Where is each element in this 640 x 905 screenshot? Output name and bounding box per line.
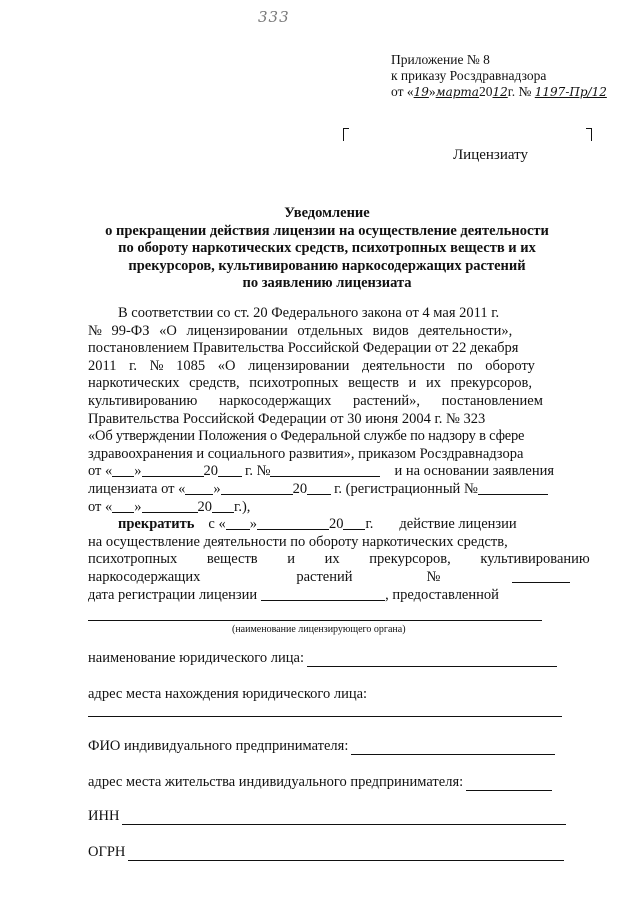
ogrn-field: ОГРН xyxy=(88,844,564,861)
body-line: № 99-ФЗ «О лицензировании отдельных видов деятельности», xyxy=(88,322,513,339)
blank-day[interactable] xyxy=(226,516,250,530)
blank-license-date[interactable] xyxy=(261,587,385,601)
licensing-body-blank[interactable] xyxy=(88,620,542,621)
ie-name-blank[interactable] xyxy=(351,740,555,755)
blank-year[interactable] xyxy=(218,463,242,477)
registration-date-line: от « » 20 г.), xyxy=(88,498,251,515)
body-line: постановлением Правительства Российской Федерации от 22 декабря xyxy=(88,340,519,357)
blank-year[interactable] xyxy=(212,499,234,513)
blank-month[interactable] xyxy=(142,499,198,513)
blank-year[interactable] xyxy=(343,516,365,530)
notice-body xyxy=(88,305,590,604)
body-line: культивированию наркосодержащих растений», постановлением xyxy=(88,392,543,409)
blank-registration-number[interactable] xyxy=(478,481,548,495)
terminate-line: прекратить с « » 20 г. действие лицензии xyxy=(118,516,517,533)
body-line: В соответствии со ст. 20 Федерального закона от 4 мая 2011 г. xyxy=(118,305,500,321)
appendix-line-1: Приложение № 8 xyxy=(391,52,490,67)
blank-month[interactable] xyxy=(221,481,293,495)
title-line: о прекращении действия лицензии на осуществление деятельности xyxy=(105,222,549,239)
blank-day[interactable] xyxy=(112,463,134,477)
document-title xyxy=(92,205,562,293)
title-line: Уведомление xyxy=(284,205,370,221)
terminate-line-3: психотропных веществ и их прекурсоров, культивированию xyxy=(88,551,590,568)
ie-address-blank[interactable] xyxy=(466,776,552,791)
address-bracket-left xyxy=(343,128,349,141)
ogrn-blank[interactable] xyxy=(128,846,564,861)
body-line: Правительства Российской Федерации от 30 июня 2004 г. № 323 xyxy=(88,410,486,427)
body-line: здравоохранения и социального развития», приказом Росздравнадзора xyxy=(88,445,524,462)
terminate-line-4: наркосодержащих растений № xyxy=(88,569,570,587)
title-line: по обороту наркотических средств, психотропных веществ и их xyxy=(118,240,536,256)
addressee: Лицензиату xyxy=(453,147,528,163)
license-date-line: дата регистрации лицензии , предоставленной xyxy=(88,586,499,603)
blank-year[interactable] xyxy=(307,481,331,495)
body-line: «Об утверждении Положения о Федеральной службе по надзору в сфере xyxy=(88,428,525,445)
inn-blank[interactable] xyxy=(122,810,566,825)
blank-order-number[interactable] xyxy=(270,463,380,477)
appendix-line-3: от «19»марта2012г. № 1197-Пр/12 xyxy=(391,84,607,99)
licensing-body-caption: (наименование лицензирующего органа) xyxy=(232,624,406,635)
address-bracket-right xyxy=(586,128,592,141)
blank-day[interactable] xyxy=(112,499,134,513)
body-line: 2011 г. № 1085 «О лицензировании деятельности по обороту xyxy=(88,357,535,374)
org-name-blank[interactable] xyxy=(307,652,557,667)
order-reference-line: от « » 20 г. № и на основании заявления xyxy=(88,463,555,480)
blank-month[interactable] xyxy=(257,516,329,530)
body-line: наркотических средств, психотропных веществ и их прекурсоров, xyxy=(88,375,533,392)
terminate-line-2: на осуществление деятельности по обороту наркотических средств, xyxy=(88,533,508,550)
applicant-statement-line: лицензиата от « » 20 г. (регистрационный № xyxy=(88,481,570,499)
title-line: прекурсоров, культивированию наркосодержащих растений xyxy=(128,257,526,274)
org-address-blank[interactable] xyxy=(88,716,562,717)
appendix-line-2: к приказу Росздравнадзора xyxy=(391,68,547,83)
page-number: 333 xyxy=(258,8,290,26)
org-address-field: адрес места нахождения юридического лица: xyxy=(88,686,368,702)
ie-address-field: адрес места жительства индивидуального предпринимателя: xyxy=(88,774,552,791)
title-line: по заявлению лицензиата xyxy=(242,275,412,291)
org-name-field: наименование юридического лица: xyxy=(88,650,557,667)
handwritten-month: марта xyxy=(435,85,479,99)
handwritten-year: 12 xyxy=(492,85,508,99)
appendix-header xyxy=(391,52,607,100)
blank-day[interactable] xyxy=(185,481,213,495)
blank-license-number[interactable] xyxy=(512,569,570,583)
handwritten-day: 19 xyxy=(413,85,429,99)
handwritten-order-number: 1197-Пр/12 xyxy=(534,85,607,99)
ie-name-field: ФИО индивидуального предпринимателя: xyxy=(88,738,555,755)
blank-month[interactable] xyxy=(142,463,204,477)
inn-field: ИНН xyxy=(88,808,566,825)
